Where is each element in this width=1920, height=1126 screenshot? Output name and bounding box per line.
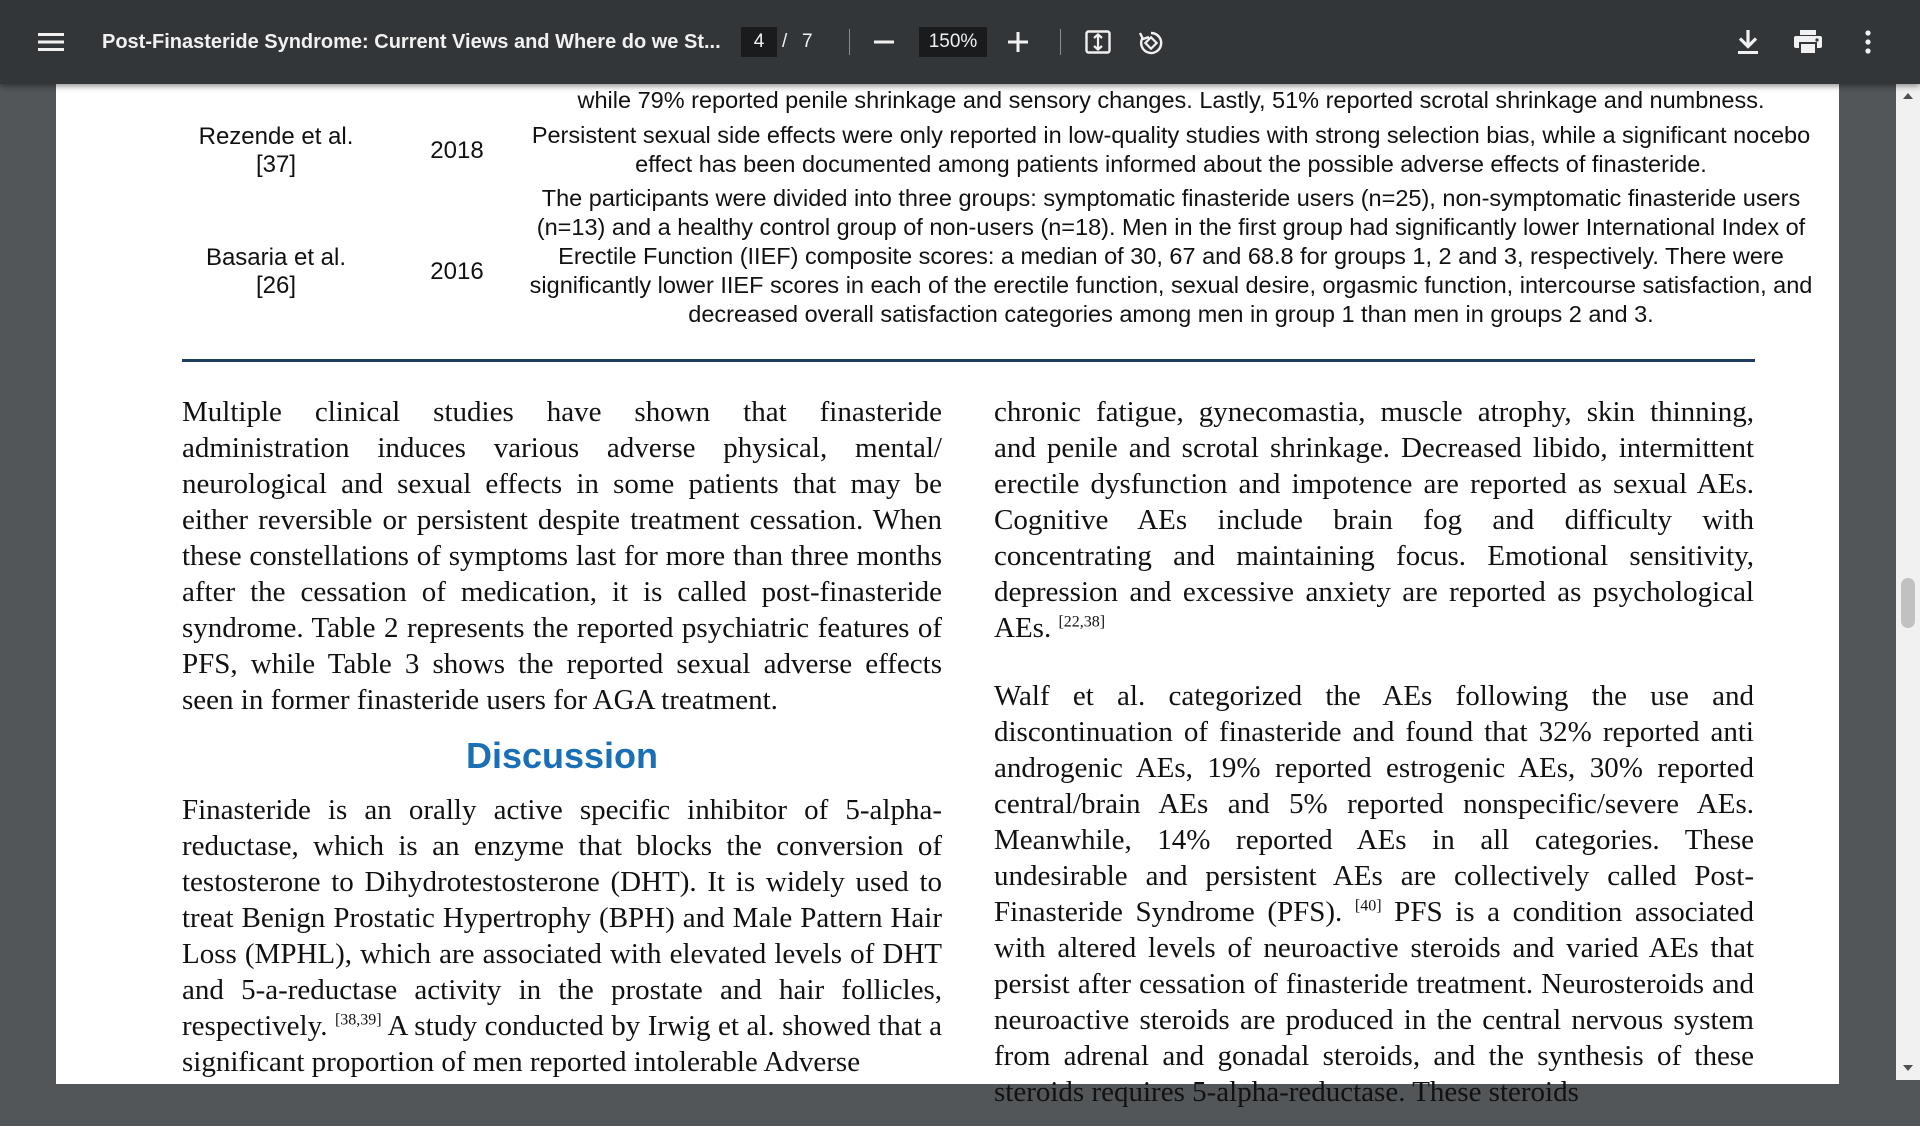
hamburger-menu-icon[interactable] <box>27 20 75 64</box>
download-icon[interactable] <box>1728 22 1768 62</box>
page-separator: / <box>782 31 788 52</box>
table-cell-year: 2016 <box>430 257 484 285</box>
page-number-input[interactable] <box>741 27 777 57</box>
zoom-level-input[interactable] <box>919 27 987 57</box>
paragraph <box>994 394 1754 646</box>
print-icon[interactable] <box>1788 22 1828 62</box>
rotate-icon[interactable] <box>1130 22 1172 64</box>
paragraph <box>994 678 1754 1110</box>
paragraph-text: Finasteride is an orally active specific inhibitor of 5-alpha-reductase, which is an enzyme that blocks the conversion of testosterone to Dihydrotestosterone (DHT). It is widely used to treat Benign Prostatic Hypertrophy (BPH) and Male Pattern Hair Loss (MPHL), which are associated with elevated levels of DHT and 5-a-reductase activity in the prostate and hair follicles, respectively. <box>182 794 942 1042</box>
paragraph-text: chronic fatigue, gynecomastia, muscle atrophy, skin thinning, and penile and scrotal shrinkage. Decreased libido, intermittent erectile dysfunction and impotence are reported as sexual AEs. Cognitive AEs include brain fog and difficulty with concentrating and maintaining focus. Emotional sensitivity, depression and excessive anxiety are reported as psychological AEs. <box>994 396 1754 644</box>
table-cell-author: Rezende et al. [37] <box>198 123 354 178</box>
toolbar-divider <box>849 29 850 55</box>
paragraph-text: A study conducted by Irwig et al. showed that a significant proportion of men reported intolerable Adverse <box>182 1010 943 1078</box>
scroll-down-arrow-icon[interactable] <box>1896 1056 1920 1080</box>
pdf-toolbar <box>0 0 1920 84</box>
more-vertical-icon[interactable] <box>1848 22 1888 62</box>
table-cell-description: The participants were divided into three groups: symptomatic finasteride users (n=25), non-symptomatic finasteride users (n=13) and a healthy control group of non-users (n=18). Men in the first group had significantly lower International Index of Erectile Function (IIEF) composite scores: a median of 30, 67 and 68.8 for groups 1, 2 and 3, respectively. There were significantly lower IIEF scores in each of the erectile function, sexual desire, orgasmic function, intercourse satisfaction, and decreased overall satisfaction categories among men in group 1 than men in groups 2 and 3. <box>529 185 1813 327</box>
paragraph-text: Walf et al. categorized the AEs following the use and discontinuation of finasteride and found that 32% reported anti androgenic AEs, 19% reported estrogenic AEs, 30% reported central/brain AEs and 5% reported nonspecific/severe AEs. Meanwhile, 14% reported AEs in all categories. These undesirable and persistent AEs are collectively called Post-Finasteride Syndrome (PFS). <box>994 680 1754 928</box>
paragraph: Multiple clinical studies have shown that finasteride administration induces various adverse physical, mental/ neurological and sexual effects in some patients that may be either reversible or persistent despite treatment cessation. When these constellations of symptoms last for more than three months after the cessation of medication, it is called post-finasteride syndrome. Table 2 represents the reported psychiatric features of PFS, while Table 3 shows the reported sexual adverse effects seen in former finasteride users for AGA treatment. <box>182 396 942 716</box>
document-title: Post-Finasteride Syndrome: Current Views and Where do we St... <box>102 31 721 53</box>
table-cell-description: Persistent sexual side effects were only reported in low-quality studies with strong selection bias, while a significant nocebo effect has been documented among patients informed about the possible adverse effects of finasteride. <box>531 122 1811 177</box>
table-row <box>56 121 1839 181</box>
document-viewer[interactable] <box>0 84 1920 1108</box>
page-total: 7 <box>802 31 813 52</box>
pdf-page <box>56 84 1839 1108</box>
minus-icon[interactable] <box>864 22 904 62</box>
toolbar-divider <box>1060 29 1061 55</box>
scrollbar-thumb[interactable] <box>1901 578 1915 628</box>
vertical-scrollbar[interactable] <box>1896 84 1920 1080</box>
paragraph-text: PFS is a condition associated with altered levels of neuroactive steroids and varied AEs that persist after cessation of finasteride treatment. Neurosteroids and neuroactive steroids are produced in the central nervous system from adrenal and gonadal steroids, and the synthesis of these steroids requires 5-alpha-reductase. These steroids <box>994 896 1754 1108</box>
table-row <box>56 184 1839 359</box>
right-column <box>994 394 1754 1126</box>
table-cell-author: Basaria et al. [26] <box>205 243 347 299</box>
citation-reference[interactable]: [38,39] <box>334 1011 382 1029</box>
section-heading-discussion: Discussion <box>465 735 659 776</box>
table-cell-year: 2018 <box>430 137 484 164</box>
table-row <box>56 86 1839 118</box>
plus-icon[interactable] <box>998 22 1038 62</box>
table-cell-description: while 79% reported penile shrinkage and sensory changes. Lastly, 51% reported scrotal shrinkage and numbness. <box>577 87 1765 113</box>
citation-reference[interactable]: [40] <box>1354 897 1382 915</box>
fit-to-page-icon[interactable] <box>1078 22 1118 62</box>
table-bottom-rule <box>182 359 1755 362</box>
scroll-up-arrow-icon[interactable] <box>1896 84 1920 108</box>
left-column <box>182 394 942 1096</box>
paragraph <box>182 792 942 1080</box>
citation-reference[interactable]: [22,38] <box>1058 613 1106 631</box>
